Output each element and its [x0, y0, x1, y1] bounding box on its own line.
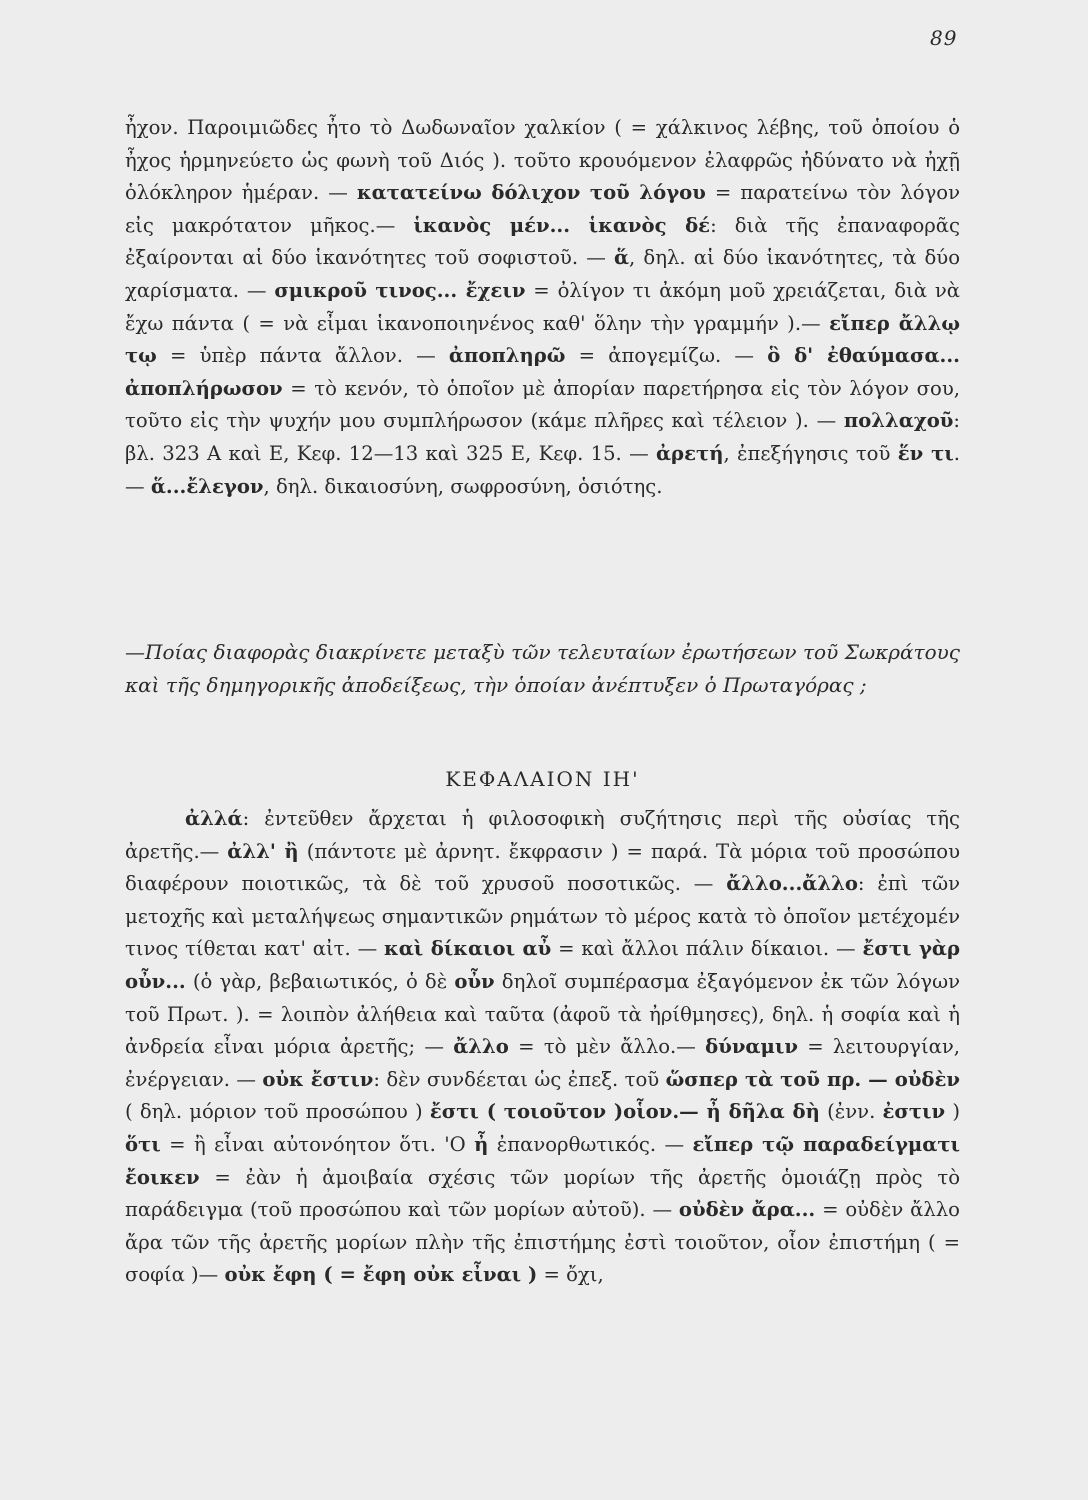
lemma-term: ἔστι ( τοιοῦτον )οἷον.— ἦ δῆλα δὴ	[429, 1100, 820, 1124]
commentary-text: (ὁ γὰρ, βεβαιωτικός, ὁ δὲ	[185, 969, 455, 993]
commentary-text: = ἀπογεμίζω. —	[565, 344, 768, 368]
lemma-term: σμικροῦ τινος... ἔχειν	[274, 278, 526, 302]
lemma-term: οὐδὲν ἄρα...	[678, 1198, 816, 1222]
lemma-term: εἴπερ τῷ παραδείγματι ἔοικεν	[125, 1132, 960, 1189]
lemma-term: ὅτι	[125, 1132, 161, 1156]
commentary-text: : ἐπὶ τῶν μετοχῆς καὶ μεταλήψεως σημαντικῶν ρημάτων τὸ μέρος κατὰ τὸ ὁποῖον μετέχομέν τινος τίθεται κατ' αἰτ. —	[125, 872, 960, 961]
commentary-text: : βλ. 323 Α καὶ Ε, Κεφ. 12—13 καὶ 325 Ε, Κεφ. 15. —	[125, 409, 960, 465]
commentary-text: = ὑπὲρ πάντα ἄλλον. —	[156, 344, 449, 368]
commentary-text: = τὸ μὲν ἄλλο.—	[508, 1035, 706, 1059]
commentary-paragraph-2	[125, 803, 960, 1292]
commentary-text: (ἐνν.	[819, 1100, 883, 1124]
commentary-text: = ἐὰν ἡ ἀμοιβαία σχέσις τῶν μορίων τῆς ἀρετῆς ὁμοιάζῃ πρὸς τὸ παράδειγμα (τοῦ προσώπου καὶ τῶν μορίων αὐτοῦ). —	[125, 1165, 960, 1222]
commentary-text: ἐπανορθωτικός. —	[488, 1132, 693, 1156]
lemma-term: ἱκανὸς μέν... ἱκανὸς δέ	[413, 213, 711, 237]
lemma-term: ἅ	[613, 246, 630, 270]
commentary-text: .—	[125, 441, 960, 498]
commentary-text: = παρατείνω τὸν λόγον εἰς μακρότατον μῆκος.—	[125, 181, 961, 237]
lemma-term: ἕν τι	[897, 441, 954, 465]
lemma-term: οὖν	[454, 969, 495, 993]
commentary-text: : δὲν συνδέεται ὡς ἐπεξ. τοῦ	[373, 1067, 666, 1091]
commentary-text: )	[945, 1100, 960, 1124]
commentary-text: , δηλ. αἱ δύο ἱκανότητες, τὰ δύο χαρίσματα. —	[125, 246, 960, 302]
lemma-term: οὐκ ἔφη ( = ἔφη οὐκ εἶναι )	[224, 1263, 538, 1287]
commentary-text: : ἐντεῦθεν ἄρχεται ἡ φιλοσοφικὴ συζήτησις περὶ τῆς οὐσίας τῆς ἀρετῆς.—	[125, 807, 960, 863]
page-number: 89	[930, 26, 958, 50]
lemma-term: καὶ δίκαιοι αὖ	[384, 937, 552, 961]
lemma-term: ἀρετή	[655, 441, 724, 465]
commentary-text: ἦχον. Παροιμιῶδες ἦτο τὸ Δωδωναῖον χαλκίον ( = χάλκινος λέβης, τοῦ ὁποίου ὁ ἦχος ἡρμηνεύετο ὡς φωνὴ τοῦ Διός ). τοῦτο κρουόμενον ἐλαφρῶς ἠδύνατο νὰ ἠχῇ ὁλόκληρον ἡμέραν. —	[125, 116, 960, 205]
lemma-term: δύναμιν	[705, 1035, 798, 1059]
commentary-text: , δηλ. δικαιοσύνη, σωφροσύνη, ὁσιότης.	[263, 474, 663, 498]
lemma-term: ἅ...ἔλεγον	[150, 474, 264, 498]
lemma-term: ἀλλά	[185, 807, 243, 830]
commentary-text: = καὶ ἄλλοι πάλιν δίκαιοι. —	[551, 937, 863, 961]
commentary-text: : διὰ τῆς ἐπαναφορᾶς ἐξαίρονται αἱ δύο ἱκανότητες τοῦ σοφιστοῦ. —	[125, 213, 961, 270]
commentary-text: ( δηλ. μόριον τοῦ προσώπου )	[125, 1100, 430, 1124]
commentary-text: = τὸ κενόν, τὸ ὁποῖον μὲ ἀπορίαν παρετήρησα εἰς τὸν λόγον σου, τοῦτο εἰς τὴν ψυχήν μου συμπλήρωσον (κάμε πλῆρες καὶ τέλειον ). —	[125, 376, 960, 433]
chapter-title: ΚΕΦΑΛΑΙΟΝ ΙΗ'	[445, 767, 640, 791]
lemma-term: οὐκ ἔστιν	[262, 1067, 374, 1091]
lemma-term: ὃ δ' ἐθαύμασα... ἀποπλήρωσον	[125, 344, 960, 400]
lemma-term: ἀλλ' ἢ	[227, 839, 299, 863]
lemma-term: ἀποπληρῶ	[448, 344, 566, 368]
lemma-term: ἄλλο...ἄλλο	[726, 872, 858, 896]
lemma-term: ἐστιν	[882, 1100, 946, 1124]
commentary-text: = ὄχι,	[537, 1263, 604, 1287]
lemma-term: εἴπερ ἄλλῳ τῳ	[125, 311, 960, 368]
commentary-text: , ἐπεξήγησις τοῦ	[723, 441, 898, 465]
commentary-text: = οὐδὲν ἄλλο ἄρα τῶν τῆς ἀρετῆς μορίων πλὴν τῆς ἐπιστήμης ἐστὶ τοιοῦτον, οἷον ἐπιστήμη ( = σοφία )—	[125, 1198, 960, 1287]
lemma-term: ὥσπερ τὰ τοῦ πρ. — οὐδὲν	[665, 1067, 960, 1091]
commentary-text: = ὀλίγον τι ἀκόμη μοῦ χρειάζεται, διὰ νὰ ἔχω πάντα ( = νὰ εἶμαι ἱκανοποιηνένος καθ' ὅλην τὴν γραμμήν ).—	[125, 278, 960, 335]
study-question: —Ποίας διαφορὰς διακρίνετε μεταξὺ τῶν τελευταίων ἐρωτήσεων τοῦ Σωκράτους καὶ τῆς δημηγορικῆς ἀποδείξεως, τὴν ὁποίαν ἀνέπτυξεν ὁ Πρωταγόρας ;	[125, 640, 960, 697]
lemma-term: κατατείνω δόλιχον τοῦ λόγου	[356, 181, 706, 205]
commentary-text: (πάντοτε μὲ ἀρνητ. ἔκφρασιν ) = παρά. Τὰ μόρια τοῦ προσώπου διαφέρουν ποιοτικῶς, τὰ δὲ τοῦ χρυσοῦ ποσοτικῶς. —	[125, 839, 960, 896]
commentary-text: = λειτουργίαν, ἐνέργειαν. —	[125, 1035, 961, 1091]
lemma-term: ἦ	[474, 1132, 489, 1156]
lemma-term: ἔστι γὰρ οὖν...	[125, 937, 960, 993]
lemma-term: πολλαχοῦ	[843, 409, 954, 433]
commentary-text: = ἢ εἶναι αὐτονόητον ὅτι. 'Ο	[160, 1132, 475, 1156]
commentary-paragraph-1	[125, 112, 960, 503]
commentary-text: δηλοῖ συμπέρασμα ἐξαγόμενον ἐκ τῶν λόγων τοῦ Πρωτ. ). = λοιπὸν ἀλήθεια καὶ ταῦτα (ἀφοῦ τὰ ἠρίθμησες), δηλ. ἡ σοφία καὶ ἡ ἀνδρεία εἶναι μόρια ἀρετῆς; —	[125, 969, 960, 1059]
lemma-term: ἄλλο	[453, 1035, 509, 1059]
